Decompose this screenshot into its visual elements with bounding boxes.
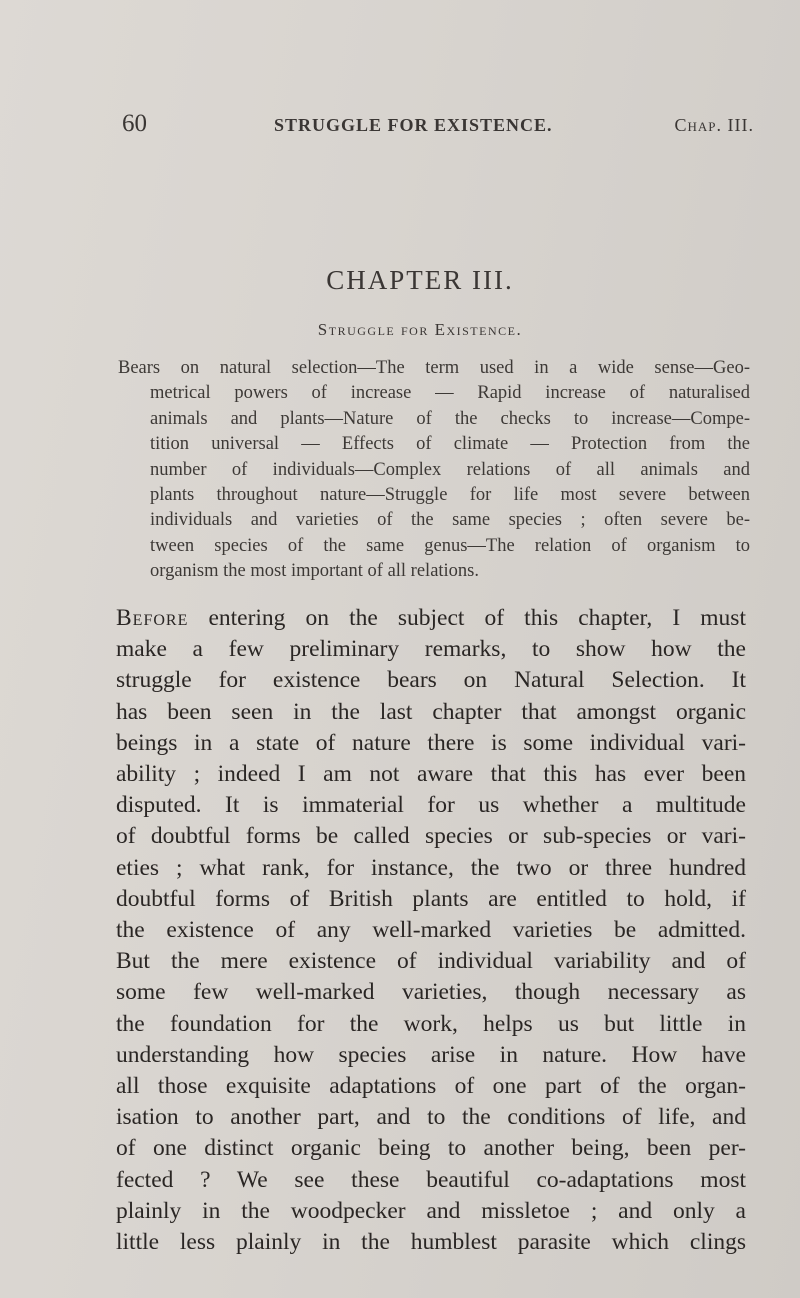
body-line: ability ; indeed I am not aware that this has ever been: [116, 761, 746, 788]
body-line: make a few preliminary remarks, to show how the: [116, 636, 746, 663]
summary-line: organism the most important of all relations.: [150, 561, 480, 582]
first-line-rest: entering on the subject of this chapter, I must: [188, 605, 746, 631]
body-line: of doubtful forms be called species or sub-species or vari-: [116, 823, 746, 850]
page-number: 60: [122, 110, 147, 137]
summary-line: Bears on natural selection—The term used in a wide sense—Geo-: [118, 358, 750, 378]
summary-line: tition universal — Effects of climate — Protection from the: [150, 434, 750, 455]
body-line: the existence of any well-marked varieties be admitted.: [116, 917, 746, 944]
summary-line: animals and plants—Nature of the checks to increase—Compe-: [150, 408, 750, 429]
body-line: plainly in the woodpecker and missletoe ; and only a: [116, 1197, 746, 1224]
summary-line: metrical powers of increase — Rapid increase of naturalised: [150, 383, 750, 404]
running-header: [122, 110, 754, 142]
summary-line: tween species of the same genus—The relation of organism to: [150, 535, 750, 556]
body-line: fected ? We see these beautiful co-adaptations most: [116, 1166, 746, 1193]
opening-word: Before: [116, 605, 189, 631]
chapter-title: CHAPTER III.: [326, 265, 514, 295]
body-line: isation to another part, and to the conditions of life, and: [116, 1104, 746, 1131]
body-line: But the mere existence of individual variability and of: [116, 948, 746, 975]
body-line: of one distinct organic being to another being, been per-: [116, 1135, 746, 1162]
body-line: eties ; what rank, for instance, the two or three hundred: [116, 854, 746, 881]
summary-line: number of individuals—Complex relations of all animals and: [150, 459, 750, 480]
summary-line: individuals and varieties of the same species ; often severe be-: [150, 510, 750, 531]
running-title: STRUGGLE FOR EXISTENCE.: [274, 115, 553, 135]
body-line: some few well-marked varieties, though necessary as: [116, 979, 746, 1006]
body-line: doubtful forms of British plants are entitled to hold, if: [116, 885, 746, 912]
summary-line: plants throughout nature—Struggle for life most severe between: [150, 485, 750, 506]
body-line: understanding how species arise in nature. How have: [116, 1041, 746, 1068]
body-line-first: [116, 603, 746, 634]
body-line: disputed. It is immaterial for us whether a multitude: [116, 792, 746, 819]
body-line: the foundation for the work, helps us but little in: [116, 1010, 746, 1037]
body-text: [116, 603, 746, 1258]
chapter-reference: Chap. III.: [674, 115, 754, 135]
chapter-subtitle: Struggle for Existence.: [317, 320, 523, 339]
body-line: struggle for existence bears on Natural Selection. It: [116, 667, 746, 694]
chapter-summary: [118, 356, 750, 585]
body-line: all those exquisite adaptations of one part of the organ-: [116, 1073, 746, 1100]
body-line: has been seen in the last chapter that amongst organic: [116, 698, 746, 725]
body-line: little less plainly in the humblest parasite which clings: [116, 1229, 746, 1256]
body-line: beings in a state of nature there is some individual vari-: [116, 729, 746, 756]
